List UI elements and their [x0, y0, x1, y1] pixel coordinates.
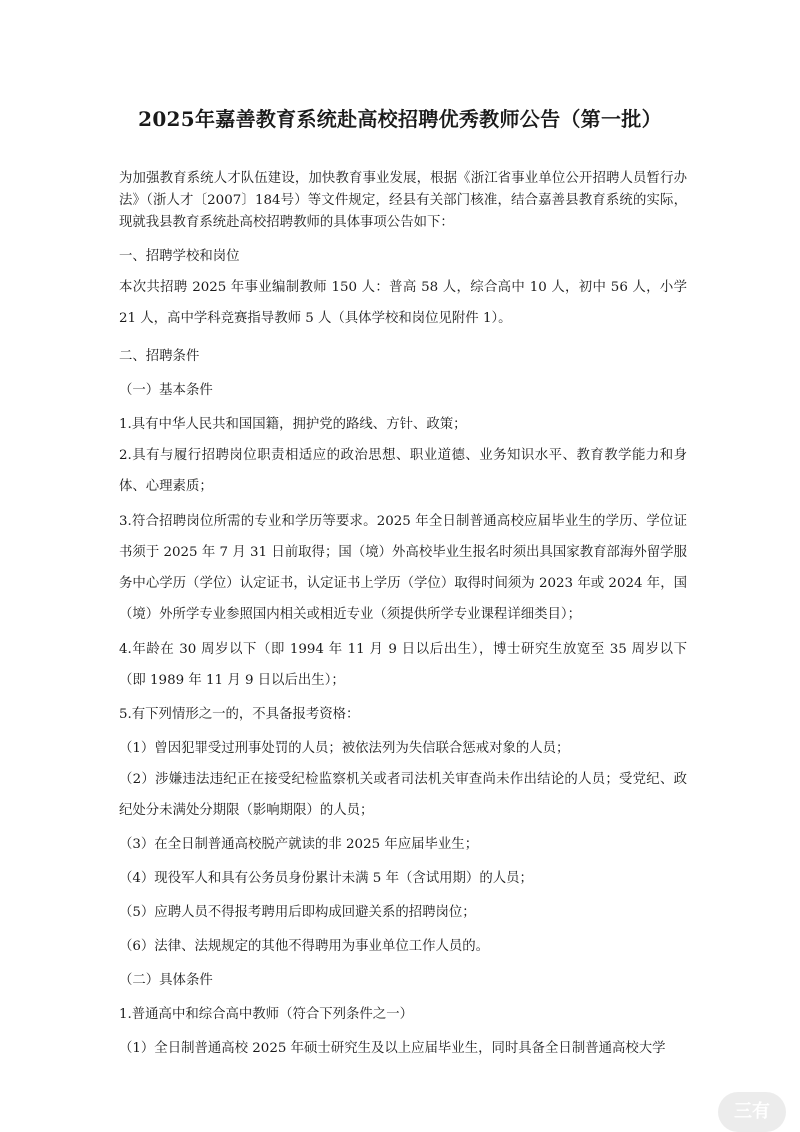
watermark-logo: 三有: [718, 1092, 786, 1132]
list-item: （5）应聘人员不得报考聘用后即构成回避关系的招聘岗位；: [119, 905, 476, 920]
section-heading: 一、招聘学校和岗位: [119, 249, 240, 264]
subsection-heading: （二）具体条件: [119, 973, 213, 988]
list-item: （1）曾因犯罪受过刑事处罚的人员；被依法列为失信联合惩戒对象的人员；: [119, 741, 570, 756]
list-item: （2）涉嫌违法违纪正在接受纪检监察机关或者司法机关审查尚未作出结论的人员；受党纪、政纪处分未满处分期限（影响期限）的人员；: [119, 772, 687, 818]
list-item: 2.具有与履行招聘岗位职责相适应的政治思想、职业道德、业务知识水平、教育教学能力和身体、心理素质；: [119, 448, 687, 494]
section-paragraph: 本次共招聘 2025 年事业编制教师 150 人：普高 58 人，综合高中 10 人，初中 56 人，小学 21 人，高中学科竞赛指导教师 5 人（具体学校和岗位见附件 1）。: [119, 280, 687, 326]
list-item: 4.年龄在 30 周岁以下（即 1994 年 11 月 9 日以后出生），博士研究生放宽至 35 周岁以下（即 1989 年 11 月 9 日以后出生）；: [119, 642, 687, 688]
list-item: （1）全日制普通高校 2025 年硕士研究生及以上应届毕业生，同时具备全日制普通高校大学: [119, 1041, 666, 1056]
subsection-heading: （一）基本条件: [119, 383, 213, 398]
section-heading: 二、招聘条件: [119, 349, 200, 364]
list-item: 1.具有中华人民共和国国籍，拥护党的路线、方针、政策；: [119, 417, 467, 432]
list-item: 5.有下列情形之一的，不具备报考资格：: [119, 707, 360, 722]
list-item: 3.符合招聘岗位所需的专业和学历等要求。2025 年全日制普通高校应届毕业生的学历、学位证书须于 2025 年 7 月 31 日前取得；国（境）外高校毕业生报名时须出具国家教育部海外留学服务中心学历（学位）认定证书，认定证书上学历（学位）取得时间须为 2023 年或 2024 年，国（境）外所学专业参照国内相关或相近专业（须提供所学专业课程详细类目）；: [119, 514, 687, 622]
list-item: （3）在全日制普通高校脱产就读的非 2025 年应届毕业生；: [119, 837, 479, 852]
list-item: 1.普通高中和综合高中教师（符合下列条件之一）: [119, 1007, 413, 1022]
page-title: 2025年嘉善教育系统赴高校招聘优秀教师公告（第一批）: [138, 107, 662, 131]
list-item: （6）法律、法规规定的其他不得聘用为事业单位工作人员的。: [119, 939, 490, 954]
intro-paragraph: 为加强教育系统人才队伍建设，加快教育事业发展，根据《浙江省事业单位公开招聘人员暂行办法》（浙人才〔2007〕184号）等文件规定，经县有关部门核准，结合嘉善县教育系统的实际，现就我县教育系统赴高校招聘教师的具体事项公告如下：: [119, 171, 687, 230]
document-body: [119, 168, 687, 1072]
list-item: （4）现役军人和具有公务员身份累计未满 5 年（含试用期）的人员；: [119, 871, 533, 886]
